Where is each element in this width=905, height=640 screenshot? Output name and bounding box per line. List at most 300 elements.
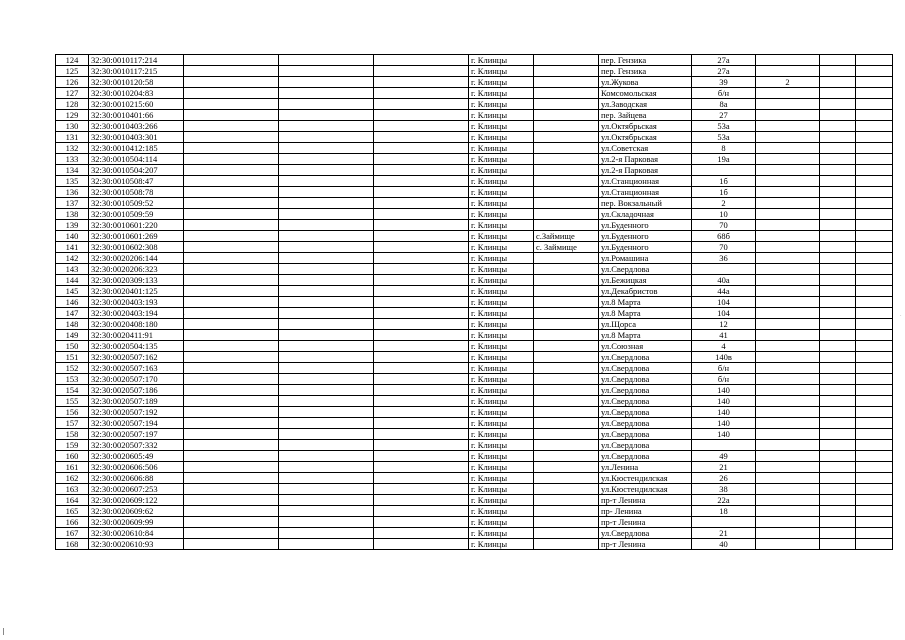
empty-cell [374, 187, 469, 198]
house-number-cell: 53а [692, 132, 756, 143]
city-cell: г. Клинцы [469, 198, 534, 209]
street-cell: ул.Заводская [599, 99, 692, 110]
empty-cell [279, 121, 374, 132]
row-number-cell: 137 [56, 198, 89, 209]
extra-cell [756, 407, 820, 418]
street-cell: ул.8 Марта [599, 297, 692, 308]
row-number-cell: 164 [56, 495, 89, 506]
street-cell: ул.Свердлова [599, 352, 692, 363]
street-cell: ул.2-я Парковая [599, 154, 692, 165]
empty-cell [184, 220, 279, 231]
empty-cell [856, 517, 893, 528]
table-row [56, 187, 893, 198]
extra-cell [756, 462, 820, 473]
empty-cell [184, 308, 279, 319]
empty-cell [279, 506, 374, 517]
street-cell: ул.Свердлова [599, 264, 692, 275]
city-cell: г. Клинцы [469, 484, 534, 495]
empty-cell [374, 495, 469, 506]
table-row [56, 231, 893, 242]
empty-cell [279, 242, 374, 253]
house-number-cell: 21 [692, 462, 756, 473]
empty-cell [820, 99, 856, 110]
city-cell: г. Клинцы [469, 473, 534, 484]
table-row [56, 462, 893, 473]
city-cell: г. Клинцы [469, 352, 534, 363]
city-cell: г. Клинцы [469, 132, 534, 143]
table-row [56, 330, 893, 341]
city-cell: г. Клинцы [469, 297, 534, 308]
street-cell: ул.Складочная [599, 209, 692, 220]
settlement-cell [534, 319, 599, 330]
extra-cell [756, 187, 820, 198]
empty-cell [279, 396, 374, 407]
empty-cell [820, 77, 856, 88]
cadastral-number-cell: 32:30:0010204:83 [89, 88, 184, 99]
empty-cell [374, 539, 469, 550]
settlement-cell [534, 462, 599, 473]
empty-cell [184, 506, 279, 517]
empty-cell [184, 66, 279, 77]
empty-cell [820, 484, 856, 495]
house-number-cell: 68б [692, 231, 756, 242]
empty-cell [820, 176, 856, 187]
street-cell: ул.Буденного [599, 242, 692, 253]
empty-cell [374, 473, 469, 484]
street-cell: ул.Станционная [599, 187, 692, 198]
city-cell: г. Клинцы [469, 528, 534, 539]
cadastral-number-cell: 32:30:0010120:58 [89, 77, 184, 88]
cadastral-number-cell: 32:30:0010117:214 [89, 55, 184, 66]
cadastral-number-cell: 32:30:0020609:99 [89, 517, 184, 528]
cadastral-number-cell: 32:30:0010601:220 [89, 220, 184, 231]
settlement-cell [534, 110, 599, 121]
table-row [56, 385, 893, 396]
row-number-cell: 125 [56, 66, 89, 77]
cadastral-number-cell: 32:30:0020507:189 [89, 396, 184, 407]
street-cell: ул.Свердлова [599, 363, 692, 374]
empty-cell [856, 396, 893, 407]
house-number-cell: 4 [692, 341, 756, 352]
table-row [56, 121, 893, 132]
house-number-cell: 49 [692, 451, 756, 462]
empty-cell [374, 363, 469, 374]
row-number-cell: 148 [56, 319, 89, 330]
empty-cell [279, 429, 374, 440]
city-cell: г. Клинцы [469, 187, 534, 198]
empty-cell [820, 220, 856, 231]
empty-cell [279, 407, 374, 418]
row-number-cell: 130 [56, 121, 89, 132]
house-number-cell: б/н [692, 363, 756, 374]
city-cell: г. Клинцы [469, 220, 534, 231]
extra-cell [756, 143, 820, 154]
row-number-cell: 150 [56, 341, 89, 352]
settlement-cell [534, 121, 599, 132]
street-cell: ул.Свердлова [599, 528, 692, 539]
cadastral-number-cell: 32:30:0010215:60 [89, 99, 184, 110]
table-row [56, 132, 893, 143]
city-cell: г. Клинцы [469, 363, 534, 374]
table-row [56, 440, 893, 451]
extra-cell [756, 352, 820, 363]
empty-cell [374, 121, 469, 132]
empty-cell [279, 143, 374, 154]
table-row [56, 198, 893, 209]
extra-cell [756, 440, 820, 451]
empty-cell [279, 198, 374, 209]
house-number-cell: 140 [692, 396, 756, 407]
cadastral-number-cell: 32:30:0020403:193 [89, 297, 184, 308]
empty-cell [184, 473, 279, 484]
settlement-cell [534, 297, 599, 308]
empty-cell [820, 319, 856, 330]
empty-cell [856, 385, 893, 396]
empty-cell [374, 352, 469, 363]
street-cell: ул.Бежицкая [599, 275, 692, 286]
house-number-cell: 12 [692, 319, 756, 330]
extra-cell [756, 418, 820, 429]
extra-cell [756, 55, 820, 66]
empty-cell [374, 55, 469, 66]
table-row [56, 451, 893, 462]
cadastral-number-cell: 32:30:0010508:47 [89, 176, 184, 187]
street-cell: ул.8 Марта [599, 308, 692, 319]
empty-cell [820, 55, 856, 66]
empty-cell [184, 495, 279, 506]
street-cell: ул.8 Марта [599, 330, 692, 341]
street-cell: ул.Свердлова [599, 429, 692, 440]
empty-cell [184, 517, 279, 528]
empty-cell [820, 264, 856, 275]
row-number-cell: 167 [56, 528, 89, 539]
empty-cell [820, 385, 856, 396]
street-cell: ул.Свердлова [599, 396, 692, 407]
house-number-cell: 18 [692, 506, 756, 517]
settlement-cell [534, 264, 599, 275]
empty-cell [184, 242, 279, 253]
empty-cell [374, 143, 469, 154]
settlement-cell [534, 165, 599, 176]
house-number-cell: 38 [692, 484, 756, 495]
row-number-cell: 127 [56, 88, 89, 99]
table-row [56, 308, 893, 319]
table-body [56, 55, 893, 550]
empty-cell [184, 462, 279, 473]
empty-cell [279, 99, 374, 110]
empty-cell [184, 110, 279, 121]
empty-cell [184, 143, 279, 154]
empty-cell [856, 286, 893, 297]
table-row [56, 528, 893, 539]
house-number-cell [692, 165, 756, 176]
empty-cell [820, 451, 856, 462]
extra-cell [756, 451, 820, 462]
city-cell: г. Клинцы [469, 308, 534, 319]
table-row [56, 495, 893, 506]
empty-cell [374, 484, 469, 495]
table-row [56, 429, 893, 440]
city-cell: г. Клинцы [469, 66, 534, 77]
empty-cell [184, 407, 279, 418]
empty-cell [374, 462, 469, 473]
table-row [56, 275, 893, 286]
city-cell: г. Клинцы [469, 55, 534, 66]
table-row [56, 220, 893, 231]
street-cell: ул.Свердлова [599, 440, 692, 451]
street-cell: ул.Советская [599, 143, 692, 154]
row-number-cell: 140 [56, 231, 89, 242]
empty-cell [184, 385, 279, 396]
settlement-cell [534, 286, 599, 297]
empty-cell [856, 165, 893, 176]
street-cell: ул.Декабристов [599, 286, 692, 297]
settlement-cell [534, 308, 599, 319]
empty-cell [856, 440, 893, 451]
city-cell: г. Клинцы [469, 154, 534, 165]
empty-cell [279, 473, 374, 484]
empty-cell [820, 154, 856, 165]
house-number-cell: 27а [692, 55, 756, 66]
extra-cell [756, 275, 820, 286]
row-number-cell: 142 [56, 253, 89, 264]
street-cell: ул.Станционная [599, 176, 692, 187]
street-cell: ул.Союзная [599, 341, 692, 352]
table-row [56, 165, 893, 176]
scan-mark [3, 628, 4, 635]
settlement-cell [534, 385, 599, 396]
house-number-cell: 40 [692, 539, 756, 550]
empty-cell [820, 330, 856, 341]
extra-cell [756, 220, 820, 231]
empty-cell [279, 363, 374, 374]
table-row [56, 286, 893, 297]
empty-cell [279, 176, 374, 187]
house-number-cell: 140 [692, 418, 756, 429]
cadastral-number-cell: 32:30:0020607:253 [89, 484, 184, 495]
empty-cell [279, 264, 374, 275]
street-cell: ул.2-я Парковая [599, 165, 692, 176]
empty-cell [856, 66, 893, 77]
empty-cell [374, 396, 469, 407]
house-number-cell: 104 [692, 297, 756, 308]
empty-cell [820, 275, 856, 286]
empty-cell [820, 539, 856, 550]
empty-cell [820, 231, 856, 242]
table-row [56, 264, 893, 275]
table-row [56, 55, 893, 66]
settlement-cell: с.Займище [534, 231, 599, 242]
settlement-cell [534, 220, 599, 231]
extra-cell [756, 253, 820, 264]
empty-cell [820, 132, 856, 143]
extra-cell [756, 242, 820, 253]
settlement-cell [534, 275, 599, 286]
extra-cell [756, 374, 820, 385]
empty-cell [184, 396, 279, 407]
empty-cell [820, 308, 856, 319]
house-number-cell [692, 517, 756, 528]
empty-cell [820, 374, 856, 385]
empty-cell [279, 539, 374, 550]
cadastral-number-cell: 32:30:0010504:114 [89, 154, 184, 165]
table-row [56, 517, 893, 528]
scan-mark: · [184, 312, 186, 318]
row-number-cell: 138 [56, 209, 89, 220]
empty-cell [184, 176, 279, 187]
empty-cell [279, 517, 374, 528]
extra-cell [756, 66, 820, 77]
empty-cell [856, 341, 893, 352]
empty-cell [374, 220, 469, 231]
cadastral-number-cell: 32:30:0020606:506 [89, 462, 184, 473]
street-cell: пр- Ленина [599, 506, 692, 517]
row-number-cell: 161 [56, 462, 89, 473]
empty-cell [279, 451, 374, 462]
settlement-cell [534, 99, 599, 110]
row-number-cell: 141 [56, 242, 89, 253]
extra-cell [756, 88, 820, 99]
city-cell: г. Клинцы [469, 517, 534, 528]
extra-cell [756, 539, 820, 550]
street-cell: ул.Свердлова [599, 385, 692, 396]
empty-cell [820, 121, 856, 132]
empty-cell [856, 308, 893, 319]
empty-cell [374, 440, 469, 451]
settlement-cell [534, 418, 599, 429]
extra-cell [756, 231, 820, 242]
empty-cell [279, 495, 374, 506]
empty-cell [374, 99, 469, 110]
empty-cell [184, 429, 279, 440]
row-number-cell: 139 [56, 220, 89, 231]
empty-cell [184, 275, 279, 286]
empty-cell [856, 374, 893, 385]
house-number-cell: 10 [692, 209, 756, 220]
empty-cell [856, 539, 893, 550]
extra-cell [756, 198, 820, 209]
empty-cell [279, 462, 374, 473]
settlement-cell [534, 396, 599, 407]
empty-cell [184, 165, 279, 176]
empty-cell [279, 297, 374, 308]
settlement-cell [534, 77, 599, 88]
row-number-cell: 131 [56, 132, 89, 143]
empty-cell [279, 286, 374, 297]
table-row [56, 407, 893, 418]
empty-cell [184, 198, 279, 209]
cadastral-number-cell: 32:30:0020408:180 [89, 319, 184, 330]
house-number-cell: 19а [692, 154, 756, 165]
empty-cell [184, 55, 279, 66]
row-number-cell: 152 [56, 363, 89, 374]
cadastral-number-cell: 32:30:0020206:323 [89, 264, 184, 275]
empty-cell [856, 77, 893, 88]
empty-cell [279, 275, 374, 286]
empty-cell [820, 297, 856, 308]
settlement-cell [534, 473, 599, 484]
row-number-cell: 136 [56, 187, 89, 198]
empty-cell [279, 374, 374, 385]
empty-cell [184, 374, 279, 385]
empty-cell [374, 66, 469, 77]
empty-cell [184, 352, 279, 363]
empty-cell [856, 88, 893, 99]
empty-cell [374, 429, 469, 440]
empty-cell [820, 352, 856, 363]
settlement-cell [534, 528, 599, 539]
table-row [56, 209, 893, 220]
empty-cell [374, 374, 469, 385]
settlement-cell [534, 132, 599, 143]
cadastral-number-cell: 32:30:0020206:144 [89, 253, 184, 264]
empty-cell [856, 275, 893, 286]
city-cell: г. Клинцы [469, 121, 534, 132]
settlement-cell [534, 154, 599, 165]
city-cell: г. Клинцы [469, 286, 534, 297]
empty-cell [856, 495, 893, 506]
table-row [56, 297, 893, 308]
table-row [56, 66, 893, 77]
empty-cell [820, 187, 856, 198]
city-cell: г. Клинцы [469, 176, 534, 187]
street-cell: ул.Свердлова [599, 451, 692, 462]
empty-cell [374, 308, 469, 319]
cadastral-number-cell: 32:30:0020507:163 [89, 363, 184, 374]
row-number-cell: 146 [56, 297, 89, 308]
city-cell: г. Клинцы [469, 407, 534, 418]
empty-cell [820, 110, 856, 121]
table-row [56, 77, 893, 88]
city-cell: г. Клинцы [469, 418, 534, 429]
empty-cell [374, 528, 469, 539]
house-number-cell: 70 [692, 220, 756, 231]
extra-cell [756, 308, 820, 319]
house-number-cell: 21 [692, 528, 756, 539]
table-row [56, 418, 893, 429]
extra-cell [756, 176, 820, 187]
empty-cell [184, 132, 279, 143]
house-number-cell: 8а [692, 99, 756, 110]
empty-cell [279, 154, 374, 165]
settlement-cell [534, 176, 599, 187]
street-cell: ул.Кюстендилская [599, 484, 692, 495]
cadastral-number-cell: 32:30:0010403:301 [89, 132, 184, 143]
empty-cell [184, 209, 279, 220]
street-cell: пер. Гензика [599, 66, 692, 77]
empty-cell [279, 110, 374, 121]
empty-cell [820, 88, 856, 99]
empty-cell [856, 528, 893, 539]
settlement-cell [534, 506, 599, 517]
extra-cell [756, 132, 820, 143]
cadastral-number-cell: 32:30:0020609:122 [89, 495, 184, 506]
empty-cell [856, 231, 893, 242]
empty-cell [184, 121, 279, 132]
table-row [56, 253, 893, 264]
row-number-cell: 156 [56, 407, 89, 418]
street-cell: ул.Жукова [599, 77, 692, 88]
empty-cell [374, 77, 469, 88]
extra-cell [756, 297, 820, 308]
cadastral-number-cell: 32:30:0010412:185 [89, 143, 184, 154]
house-number-cell: 36 [692, 253, 756, 264]
empty-cell [184, 187, 279, 198]
settlement-cell [534, 484, 599, 495]
row-number-cell: 168 [56, 539, 89, 550]
cadastral-number-cell: 32:30:0010401:66 [89, 110, 184, 121]
empty-cell [820, 286, 856, 297]
